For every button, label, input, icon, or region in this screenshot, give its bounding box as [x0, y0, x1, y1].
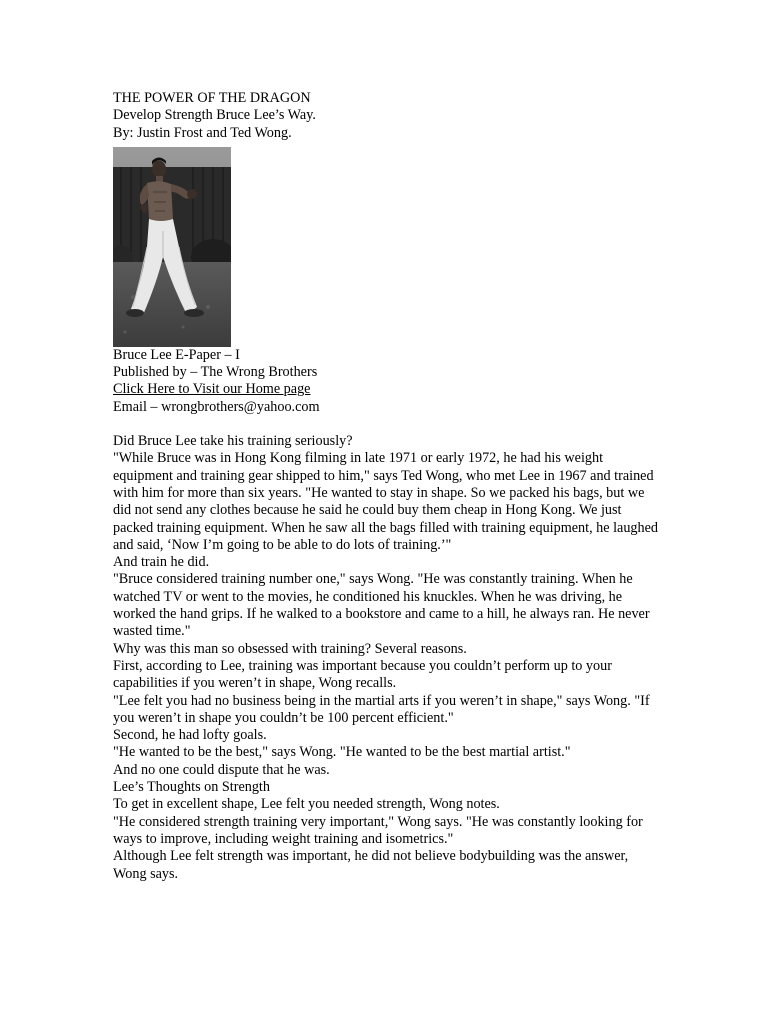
paragraph: And no one could dispute that he was.: [113, 761, 330, 778]
bruce-lee-photo: [113, 147, 231, 347]
publisher-label: Published by – The Wrong Brothers: [113, 364, 318, 381]
paragraph: Although Lee felt strength was important, he did not believe bodybuilding was the answer, Wong says.: [113, 848, 629, 882]
paragraph: Did Bruce Lee take his training seriously?: [113, 433, 353, 450]
paragraph: "He considered strength training very important," Wong says. "He was constantly looking for ways to improve, including weight training and isometrics.": [113, 813, 643, 847]
paragraph: And train he did.: [113, 554, 210, 571]
email-label: Email – wrongbrothers@yahoo.com: [113, 398, 320, 415]
paragraph: "He wanted to be the best," says Wong. "He wanted to be the best martial artist.": [113, 744, 571, 761]
paragraph: "Bruce considered training number one," says Wong. "He was constantly training. When he watched TV or went to the movies, he conditioned his knuckles. When he was driving, he worked the hand grips. If he walked to a bookstore and came to a hill, he always ran. He never wasted time.": [113, 571, 650, 640]
document-title: THE POWER OF THE DRAGON: [113, 90, 311, 106]
spacer: [113, 416, 658, 433]
document-subtitle: Develop Strength Bruce Lee’s Way.: [113, 107, 316, 124]
document-page: [113, 90, 658, 883]
paragraph: Second, he had lofty goals.: [113, 727, 267, 744]
paper-label: Bruce Lee E-Paper – I: [113, 346, 240, 363]
paragraph: To get in excellent shape, Lee felt you needed strength, Wong notes.: [113, 796, 500, 813]
home-page-link[interactable]: Click Here to Visit our Home page: [113, 381, 311, 398]
paragraph: First, according to Lee, training was important because you couldn’t perform up to your capabilities if you weren’t in shape, Wong recalls.: [113, 657, 612, 692]
paragraph: "Lee felt you had no business being in the martial arts if you weren’t in shape," says Wong. "If you weren’t in shape you couldn’t be 100 percent efficient.": [113, 692, 650, 726]
paragraph: Why was this man so obsessed with training? Several reasons.: [113, 640, 467, 657]
section-heading: Lee’s Thoughts on Strength: [113, 779, 270, 796]
document-byline: By: Justin Frost and Ted Wong.: [113, 124, 292, 141]
paragraph: "While Bruce was in Hong Kong filming in late 1971 or early 1972, he had his weight equipment and training gear shipped to him," says Ted Wong, who met Lee in 1967 and trained with him for more than six years. "He wanted to stay in shape. So we packed his bags, but we did not send any clothes because he said he could buy them cheap in Hong Kong. We just packed training equipment. When he saw all the bags filled with training equipment, he laughed and said, ‘Now I’m going to be able to do lots of training.’": [113, 450, 659, 553]
article-body: [113, 433, 658, 883]
